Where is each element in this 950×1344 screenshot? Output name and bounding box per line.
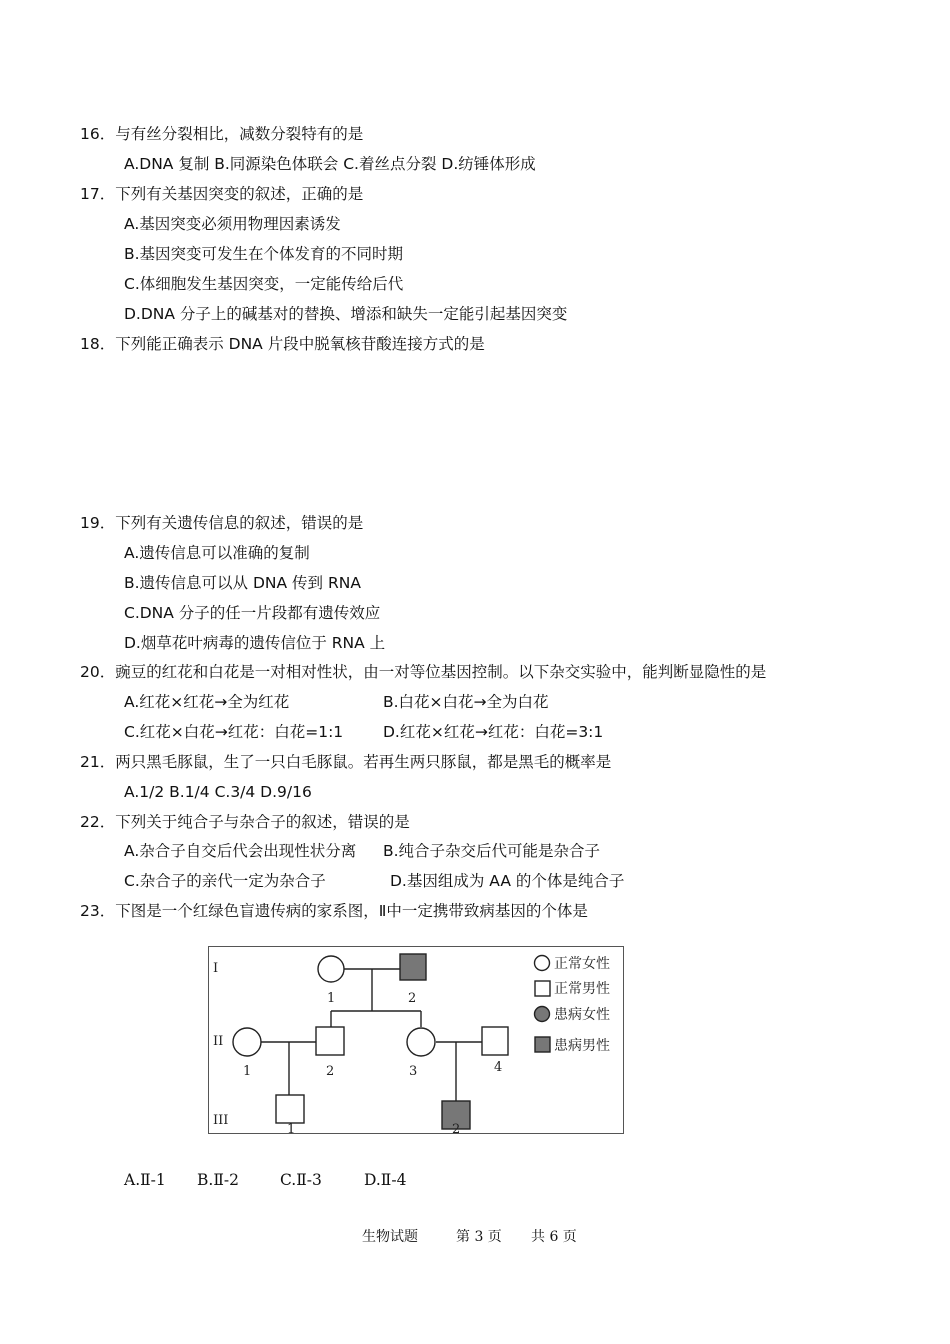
legend-affected-male-label: 患病男性 [554, 1038, 610, 1054]
footer-page-number: 第 3 页 [456, 1229, 502, 1245]
gen2-4-number: 4 [494, 1060, 503, 1075]
q20-stem: 20．豌豆的红花和白花是一对相对性状，由一对等位基因控制。以下杂交实验中，能判断显隐性的是 [80, 663, 767, 681]
q19-option-a: A.遗传信息可以准确的复制 [124, 544, 310, 562]
q23-stem: 23．下图是一个红绿色盲遗传病的家系图，Ⅱ中一定携带致病基因的个体是 [80, 902, 588, 920]
q17-option-a: A.基因突变必须用物理因素诱发 [124, 215, 341, 233]
gen2-1-normal-female-symbol [233, 1028, 261, 1056]
q22-option-d: D.基因组成为 AA 的个体是纯合子 [390, 872, 625, 890]
gen-label-i: I [213, 961, 219, 976]
q23-option-c: C.Ⅱ-3 [280, 1171, 322, 1189]
gen2-3-number: 3 [409, 1064, 418, 1079]
q19-option-c: C.DNA 分子的任一片段都有遗传效应 [124, 604, 381, 622]
legend-normal-female-label: 正常女性 [554, 956, 610, 972]
q20-option-d: D.红花×红花→红花：白花=3:1 [383, 723, 604, 741]
q21-stem: 21．两只黑毛豚鼠，生了一只白毛豚鼠。若再生两只豚鼠，都是黑毛的概率是 [80, 753, 612, 771]
q17-option-d: D.DNA 分子上的碱基对的替换、增添和缺失一定能引起基因突变 [124, 305, 568, 323]
legend-normal-male-icon [535, 981, 550, 996]
pedigree-figure [208, 946, 624, 1134]
legend-normal-female-icon [535, 956, 550, 971]
q20-option-c: C.红花×白花→红花：白花=1:1 [124, 723, 344, 741]
pedigree-chart [209, 947, 625, 1135]
q23-option-d: D.Ⅱ-4 [364, 1171, 407, 1189]
q23-option-a: A.Ⅱ-1 [124, 1171, 166, 1189]
q16-stem: 16．与有丝分裂相比，减数分裂特有的是 [80, 125, 364, 143]
q23-option-b: B.Ⅱ-2 [197, 1171, 239, 1189]
legend-affected-male-icon [535, 1037, 550, 1052]
q16-options: A.DNA 复制 B.同源染色体联会 C.着丝点分裂 D.纺锤体形成 [124, 155, 536, 173]
gen-label-iii: III [213, 1113, 229, 1128]
gen3-1-normal-male-symbol [276, 1095, 304, 1123]
q17-option-c: C.体细胞发生基因突变，一定能传给后代 [124, 275, 404, 293]
legend-normal-male-label: 正常男性 [554, 981, 610, 997]
gen1-2-number: 2 [408, 991, 417, 1006]
q22-stem: 22．下列关于纯合子与杂合子的叙述，错误的是 [80, 813, 410, 831]
q19-option-d: D.烟草花叶病毒的遗传信位于 RNA 上 [124, 634, 386, 652]
gen2-3-normal-female-symbol [407, 1028, 435, 1056]
gen1-1-number: 1 [327, 991, 336, 1006]
gen-label-ii: II [213, 1034, 224, 1049]
footer-subject: 生物试题 [362, 1229, 418, 1245]
gen3-1-number: 1 [287, 1122, 296, 1135]
legend-affected-female-icon [535, 1007, 550, 1022]
q18-stem: 18．下列能正确表示 DNA 片段中脱氧核苷酸连接方式的是 [80, 335, 485, 353]
gen1-normal-female-symbol [318, 956, 344, 982]
q19-stem: 19．下列有关遗传信息的叙述，错误的是 [80, 514, 364, 532]
q20-option-a: A.红花×红花→全为红花 [124, 693, 290, 711]
q19-option-b: B.遗传信息可以从 DNA 传到 RNA [124, 574, 361, 592]
q22-option-a: A.杂合子自交后代会出现性状分离 [124, 842, 357, 860]
gen2-2-number: 2 [326, 1064, 335, 1079]
gen1-affected-male-symbol [400, 954, 426, 980]
q22-option-b: B.纯合子杂交后代可能是杂合子 [383, 842, 601, 860]
q22-option-c: C.杂合子的亲代一定为杂合子 [124, 872, 326, 890]
q17-stem: 17．下列有关基因突变的叙述，正确的是 [80, 185, 364, 203]
legend-affected-female-label: 患病女性 [554, 1007, 610, 1023]
gen2-1-number: 1 [243, 1064, 252, 1079]
q20-option-b: B.白花×白花→全为白花 [383, 693, 549, 711]
gen2-2-normal-male-symbol [316, 1027, 344, 1055]
footer-total-pages: 共 6 页 [531, 1229, 577, 1245]
q21-options: A.1/2 B.1/4 C.3/4 D.9/16 [124, 783, 312, 801]
gen3-2-number: 2 [452, 1122, 461, 1135]
q17-option-b: B.基因突变可发生在个体发育的不同时期 [124, 245, 404, 263]
gen2-4-normal-male-symbol [482, 1027, 508, 1055]
